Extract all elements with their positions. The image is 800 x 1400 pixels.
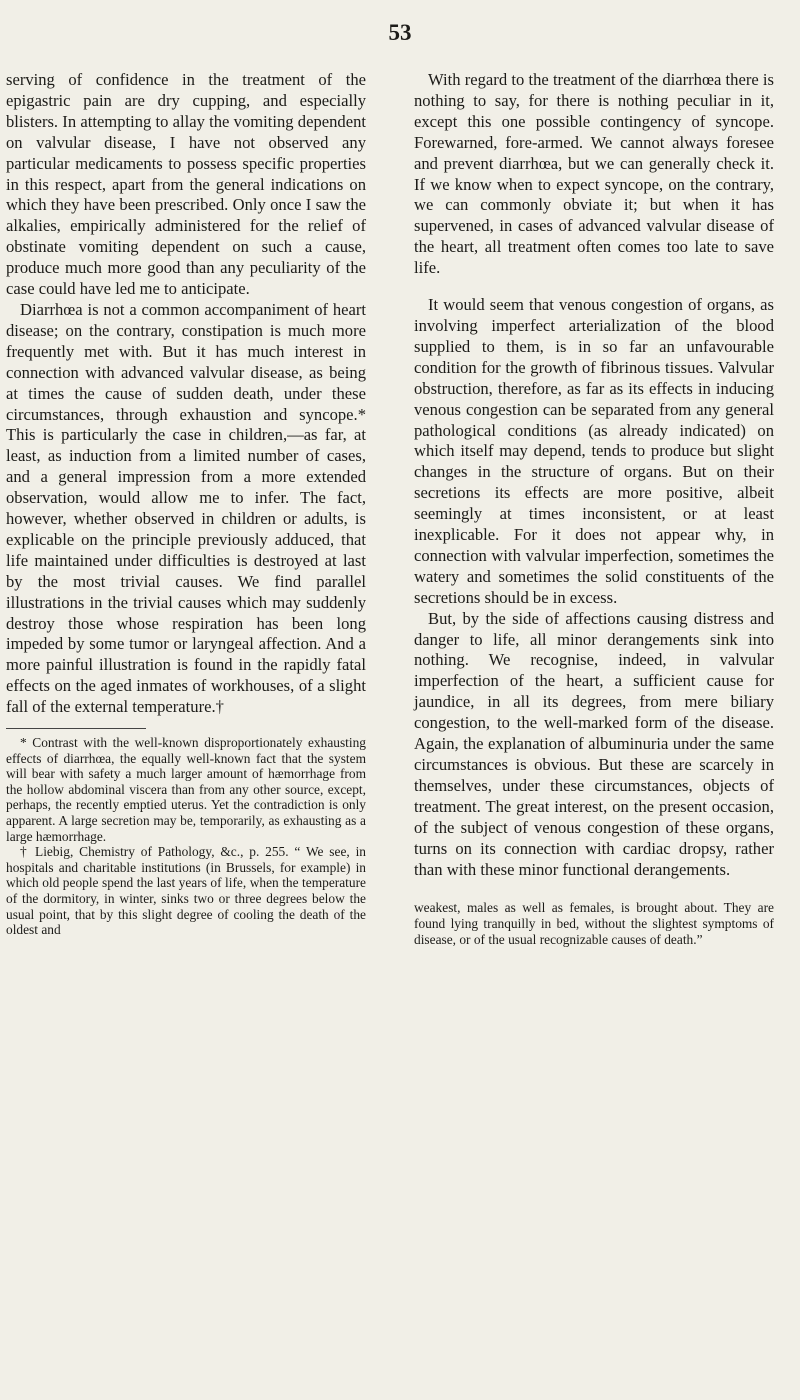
footnotes [6, 735, 366, 938]
body-paragraph: With regard to the treatment of the diarrhœa there is nothing to say, for there is nothing peculiar in it, except this one possible contingency of syncope. Forewarned, fore-armed. We cannot always foresee and prevent diarrhœa, but we can generally check it. If we know when to expect syncope, on the contrary, we can commonly obviate it; but when it has supervened, in cases of advanced valvular disease of the heart, all treatment often comes too late to save life. [414, 70, 774, 278]
footnote-continuation-block [414, 900, 774, 947]
right-column [414, 70, 774, 947]
body-paragraph: But, by the side of affections causing distress and danger to life, all minor derangements sink into nothing. We recognise, indeed, in valvular imperfection of the heart, a sufficient cause for jaundice, in all its degrees, from mere biliary congestion, to the well-marked form of the disease. Again, the explanation of albuminuria under the same circumstances is obvious. But these are scarcely in themselves, under these circumstances, objects of treatment. The great interest, on the present occasion, of the subject of venous congestion of these organs, turns on its connection with cardiac dropsy, rather than with these minor functional derangements. [414, 608, 774, 879]
footnote-divider [6, 728, 146, 729]
footnote-continuation: weakest, males as well as females, is brought about. They are found lying tranquilly in bed, without the slightest symptoms of disease, or of the usual recognizable causes of death.” [414, 900, 774, 947]
body-paragraph: Diarrhœa is not a common accompaniment of heart disease; on the contrary, constipation is much more frequently met with. But it has much interest in connection with advanced valvular disease, as being at times the cause of sudden death, under these circumstances, through exhaustion and syncope.* This is particularly the case in children,—as far, at least, as induction from a limited number of cases, and a general impression from a more extended observation, would allow me to infer. The fact, however, whether observed in children or adults, is explicable on the principle previously adduced, that life maintained under difficulties is destroyed at last by the most trivial causes. We find parallel illustrations in the trivial causes which may suddenly destroy those whose respiration has been long impeded by some tumor or laryngeal affection. And a more painful illustration is found in the rapidly fatal effects on the aged inmates of workhouses, of a slight fall of the external temperature.† [6, 299, 366, 717]
body-paragraph: It would seem that venous congestion of organs, as involving imperfect arterialization of the blood supplied to them, is in so far an unfavourable condition for the growth of fibrinous tissues. Valvular obstruction, therefore, as far as its effects in inducing venous congestion can be separated from any general pathological conditions (as already indicated) on which itself may depend, tends to produce but slight changes in the structure of organs. But on their secretions its effects are more positive, albeit seemingly at times inconsistent, or at least inexplicable. For it does not appear why, in connection with valvular imperfection, sometimes the watery and sometimes the solid constituents of the secretions should be in excess. [414, 295, 774, 607]
left-column [6, 70, 366, 938]
footnote: † Liebig, Chemistry of Pathology, &c., p. 255. “ We see, in hospitals and charitable institutions (in Brussels, for example) in which old people spend the last years of life, when the temperature of the dormitory, in winter, sinks two or three degrees below the usual point, that by this slight degree of cooling the death of the oldest and [6, 844, 366, 938]
footnote: * Contrast with the well-known disproportionately exhausting effects of diarrhœa, the equally well-known fact that the system will bear with safety a much larger amount of hæmorrhage from the hollow abdominal viscera than from any other source, except, perhaps, the recently emptied uterus. Yet the contradiction is only apparent. A large secretion may be, temporarily, as exhausting as a large hæmorrhage. [6, 735, 366, 844]
page-number: 53 [388, 20, 412, 45]
body-paragraph: serving of confidence in the treatment of the epigastric pain are dry cupping, and especially blisters. In attempting to allay the vomiting dependent on valvular disease, I have not observed any particular medicaments to possess specific properties in this respect, apart from the general indications on which they have been prescribed. Only once I saw the alkalies, empirically administered for the relief of obstinate vomiting dependent on such a cause, produce much more good than any peculiarity of the case could have led me to anticipate. [6, 70, 366, 299]
